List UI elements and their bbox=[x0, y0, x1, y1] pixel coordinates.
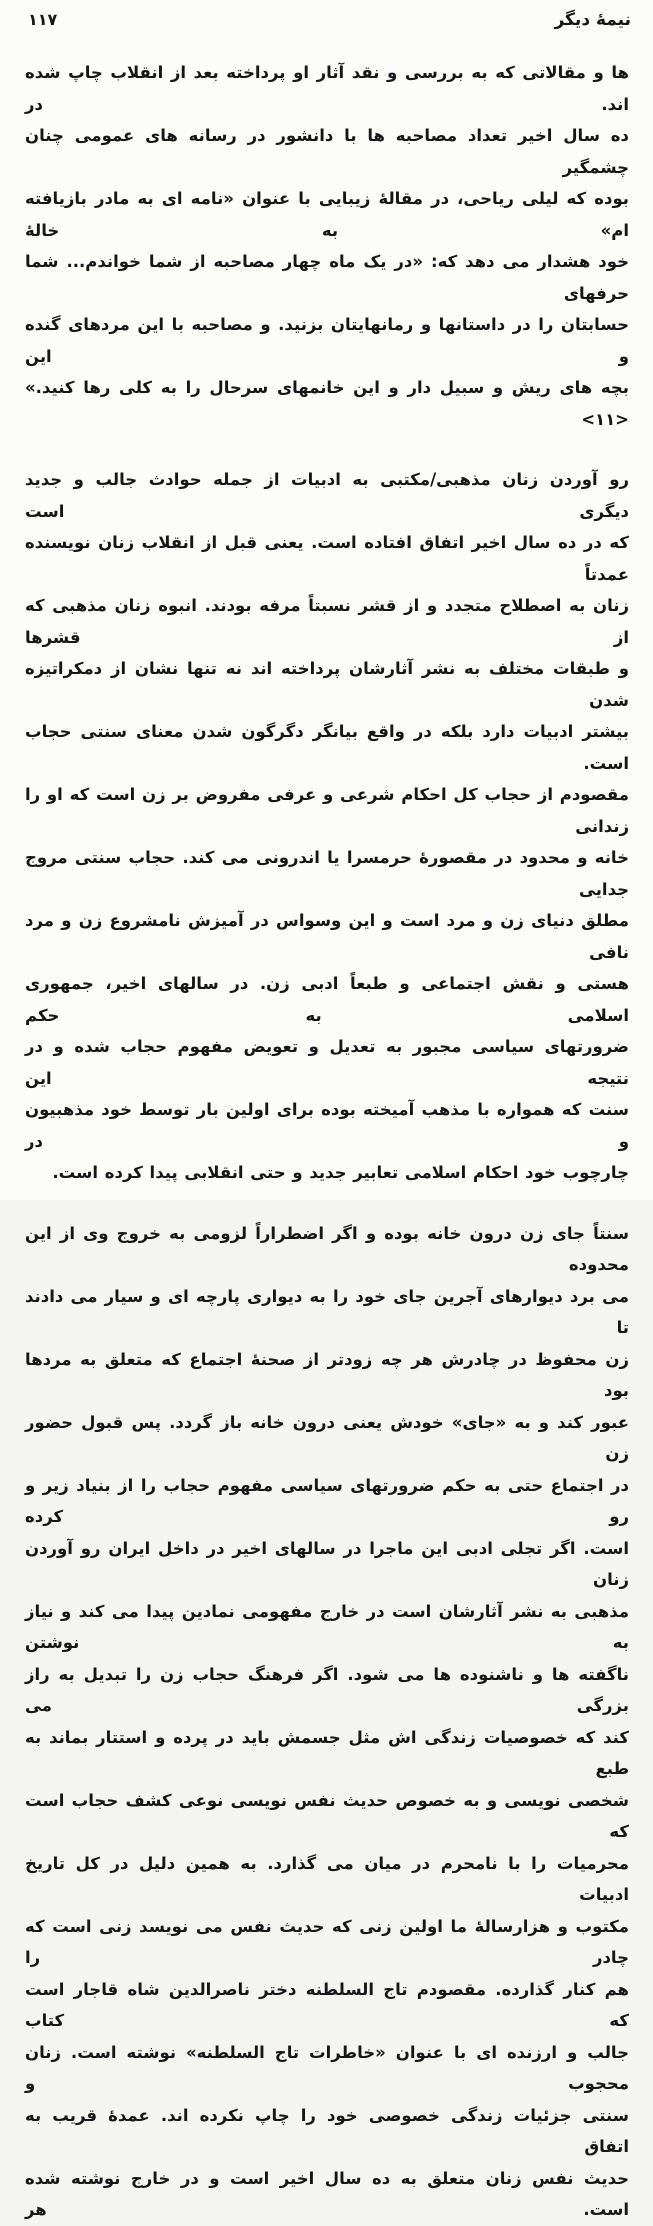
text-line: چارچوب خود احکام اسلامی تعابیر جدید و حتی انقلابی پیدا کرده است. bbox=[52, 1163, 629, 1182]
text-line: سنتاً جای زن درون خانه بوده و اگر اضطراراً لزومی به خروج وی از این محدوده bbox=[25, 1223, 629, 1274]
paragraph bbox=[25, 57, 629, 435]
text-line: می برد دیوارهای آجرین جای خود را به دیواری پارچه ای و سیار می دادند تا bbox=[25, 1286, 629, 1337]
text-line: بچه های ریش و سبیل دار و این خانمهای سرحال را به کلی رها کنید.» <۱۱> bbox=[25, 378, 629, 429]
text-line: حدیث نفس زنان متعلق به ده سال اخیر است و در خارج نوشته شده است. هر bbox=[25, 2168, 629, 2219]
text-line: شخصی نویسی و به خصوص حدیث نفس نویسی نوعی کشف حجاب است که bbox=[25, 1790, 629, 1841]
text-line: ها و مقالاتی که به بررسی و نقد آثار او پرداخته بعد از انقلاب چاپ شده اند. در bbox=[25, 63, 629, 114]
text-line: مذهبی به نشر آثارشان است در خارج مفهومی نمادین پیدا می کند و نیاز به نوشتن bbox=[25, 1601, 629, 1652]
text-line: رو آوردن زنان مذهبی/مکتبی به ادبیات از جمله حوادث جالب و جدید دیگری است bbox=[25, 470, 629, 521]
text-line: خانه و محدود در مقصورهٔ حرمسرا یا اندرونی می کند. حجاب سنتی مروج جدایی bbox=[25, 848, 629, 899]
text-line: زنان به اصطلاح متجدد و از قشر نسبتاً مرفه بودند. انبوه زنان مذهبی که از قشرها bbox=[25, 596, 629, 647]
text-line: مقصودم از حجاب کل احکام شرعی و عرفی مفروض بر زن است که او را زندانی bbox=[25, 785, 629, 836]
page-header bbox=[0, 0, 653, 30]
text-line: مکتوب و هزارسالهٔ ما اولین زنی که حدیث نفس می نویسد زنی است که چادر را bbox=[25, 1916, 629, 1967]
text-line: بوده که لیلی ریاحی، در مقالهٔ زیبایی با عنوان «نامه ای به مادر بازیافته ام» به خالهٔ bbox=[25, 189, 629, 240]
journal-title: نیمهٔ دیگر bbox=[554, 10, 631, 30]
text-line: هستی و نقش اجتماعی و طبعاً ادبی زن. در سالهای اخیر، جمهوری اسلامی به حکم bbox=[25, 974, 629, 1025]
text-line: مطلق دنیای زن و مرد است و این وسواس در آمیزش نامشروع زن و مرد نافی bbox=[25, 911, 629, 962]
text-line: خود هشدار می دهد که: «در یک ماه چهار مصاحبه از شما خواندم... شما حرفهای bbox=[25, 252, 629, 303]
paragraph bbox=[25, 1218, 629, 2226]
text-line: هم کنار گذارده. مقصودم تاج السلطنه دختر ناصرالدین شاه قاجار است که کتاب bbox=[25, 1979, 629, 2030]
text-line: سنتی جزئیات زندگی خصوصی خود را چاپ نکرده اند. عمدهٔ قریب به اتفاق bbox=[25, 2105, 629, 2156]
text-line: حسابتان را در داستانها و رمانهایتان بزنید. و مصاحبه با این مردهای گنده و این bbox=[25, 315, 629, 366]
text-line: است. اگر تجلی ادبی این ماجرا در سالهای اخیر در داخل ایران رو آوردن زنان bbox=[25, 1538, 629, 1589]
text-line: ضرورتهای سیاسی مجبور به تعدیل و تعویض مفهوم حجاب شده و در نتیجه این bbox=[25, 1037, 629, 1088]
text-line: که در ده سال اخیر اتفاق افتاده است. یعنی قبل از انقلاب زنان نویسنده عمدتاً bbox=[25, 533, 629, 584]
text-line: سنت که همواره با مذهب آمیخته بوده برای اولین بار توسط خود مذهبیون و در bbox=[25, 1100, 629, 1151]
text-line: محرمیات را با نامحرم در میان می گذارد. به همین دلیل در کل تاریخ ادبیات bbox=[25, 1853, 629, 1904]
page-number: ۱۱۷ bbox=[28, 10, 58, 29]
text-line: و طبقات مختلف به نشر آثارشان پرداخته اند نه تنها نشان از دمکراتیزه شدن bbox=[25, 659, 629, 710]
text-line: ده سال اخیر تعداد مصاحبه ها با دانشور در رسانه های عمومی چنان چشمگیر bbox=[25, 126, 629, 177]
text-line: در اجتماع حتی به حکم ضرورتهای سیاسی مفهوم حجاب را از بنیاد زیر و رو کرده bbox=[25, 1475, 629, 1526]
text-line: بیشتر ادبیات دارد بلکه در واقع بیانگر دگرگون شدن معنای سنتی حجاب است. bbox=[25, 722, 629, 773]
text-line: ناگفته ها و ناشنوده ها می شود. اگر فرهنگ حجاب زن را تبدیل به راز بزرگی می bbox=[25, 1664, 629, 1715]
text-line: عبور کند و به «جای» خودش یعنی درون خانه باز گردد. پس قبول حضور زن bbox=[25, 1412, 629, 1463]
text-line: جالب و ارزنده ای با عنوان «خاطرات تاج السلطنه» نوشته است. زنان محجوب و bbox=[25, 2042, 629, 2093]
text-line: کند که خصوصیات زندگی اش مثل جسمش باید در پرده و استتار بماند به طبع bbox=[25, 1727, 629, 1778]
text-block bbox=[25, 57, 629, 2226]
paragraph bbox=[25, 464, 629, 1189]
text-line: زن محفوظ در چادرش هر چه زودتر از صحنهٔ اجتماع که متعلق به مردها بود bbox=[25, 1349, 629, 1400]
